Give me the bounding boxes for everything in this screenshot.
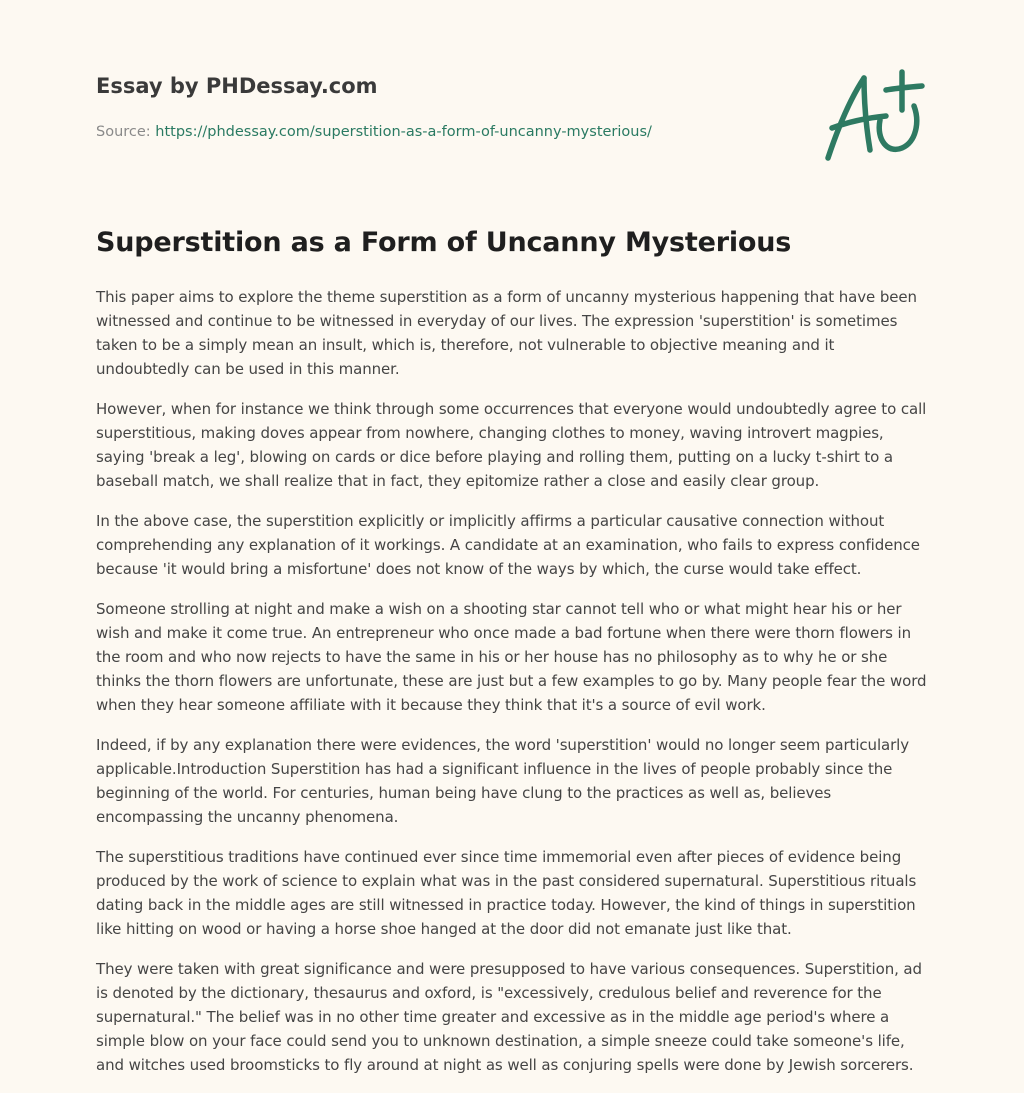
essay-paragraph: Someone strolling at night and make a wish on a shooting star cannot tell who or what might hear his or her wish and make it come true. An entrepreneur who once made a bad fortune when there were thorn flowers in the room and who now rejects to have the same in his or her house has no philosophy as to why he or she thinks the thorn flowers are unfortunate, these are just but a few examples to go by. Many people fear the word when they hear someone affiliate with it because they think that it's a source of evil work. xyxy=(96,600,927,714)
page-header xyxy=(96,74,796,142)
logo-plus-horizontal xyxy=(886,86,922,90)
source-line xyxy=(96,123,796,142)
essay-paragraph: The superstitious traditions have continued ever since time immemorial even after pieces of evidence being produced by the work of science to explain what was in the past considered supernatural. Superstitious rituals dating back in the middle ages are still witnessed in practice today. However, the kind of things in superstition like hitting on wood or having a horse shoe hanged at the door did not emanate just like that. xyxy=(96,848,917,938)
essay-paragraph: Indeed, if by any explanation there were evidences, the word 'superstition' would no longer seem particularly applicable.Introduction Superstition has had a significant influence in the lives of people probably since the beginning of the world. For centuries, human being have clung to the practices as well as, believes encompassing the uncanny phenomena. xyxy=(96,736,910,826)
essay-paragraph: They were taken with great significance and were presupposed to have various consequences. Superstition, ad is denoted by the dictionary, thesaurus and oxford, is "excessively, credulous belief and reverence for the supernatural." The belief was in no other time greater and excessive as in the middle age period's where a simple blow on your face could send you to unknown destination, a simple sneeze could take someone's life, and witches used broomsticks to fly around at night as well as conjuring spells were done by Jewish sorcerers. xyxy=(96,960,922,1074)
essay-content xyxy=(96,285,932,1093)
essay-paragraph: However, when for instance we think through some occurrences that everyone would undoubtedly agree to call superstitious, making doves appear from nowhere, changing clothes to money, waving introvert magpies, saying 'break a leg', blowing on cards or dice before playing and rolling them, putting on a lucky t-shirt to a baseball match, we shall realize that in fact, they epitomize rather a close and easily clear group. xyxy=(96,400,927,490)
essay-paragraph: In the above case, the superstition explicitly or implicitly affirms a particular causative connection without comprehending any explanation of it workings. A candidate at an examination, who fails to express confidence because 'it would bring a misfortune' does not know of the ways by which, the curse would take effect. xyxy=(96,512,920,578)
essay-paragraph: This paper aims to explore the theme superstition as a form of uncanny mysterious happening that have been witnessed and continue to be witnessed in everyday of our lives. The expression 'superstition' is sometimes taken to be a simply mean an insult, which is, therefore, not vulnerable to objective meaning and it undoubtedly can be used in this manner. xyxy=(96,288,917,378)
essay-title: Superstition as a Form of Uncanny Mysterious xyxy=(96,227,792,258)
logo-a-right-stroke xyxy=(864,78,870,150)
a-plus-logo-icon xyxy=(818,64,930,168)
logo-swoosh xyxy=(879,106,916,149)
a-plus-logo-svg xyxy=(818,64,930,168)
source-link[interactable]: https://phdessay.com/superstition-as-a-form-of-uncanny-mysterious/ xyxy=(155,124,652,141)
brand-title: Essay by PHDessay.com xyxy=(96,74,378,98)
source-label: Source: xyxy=(96,124,156,141)
